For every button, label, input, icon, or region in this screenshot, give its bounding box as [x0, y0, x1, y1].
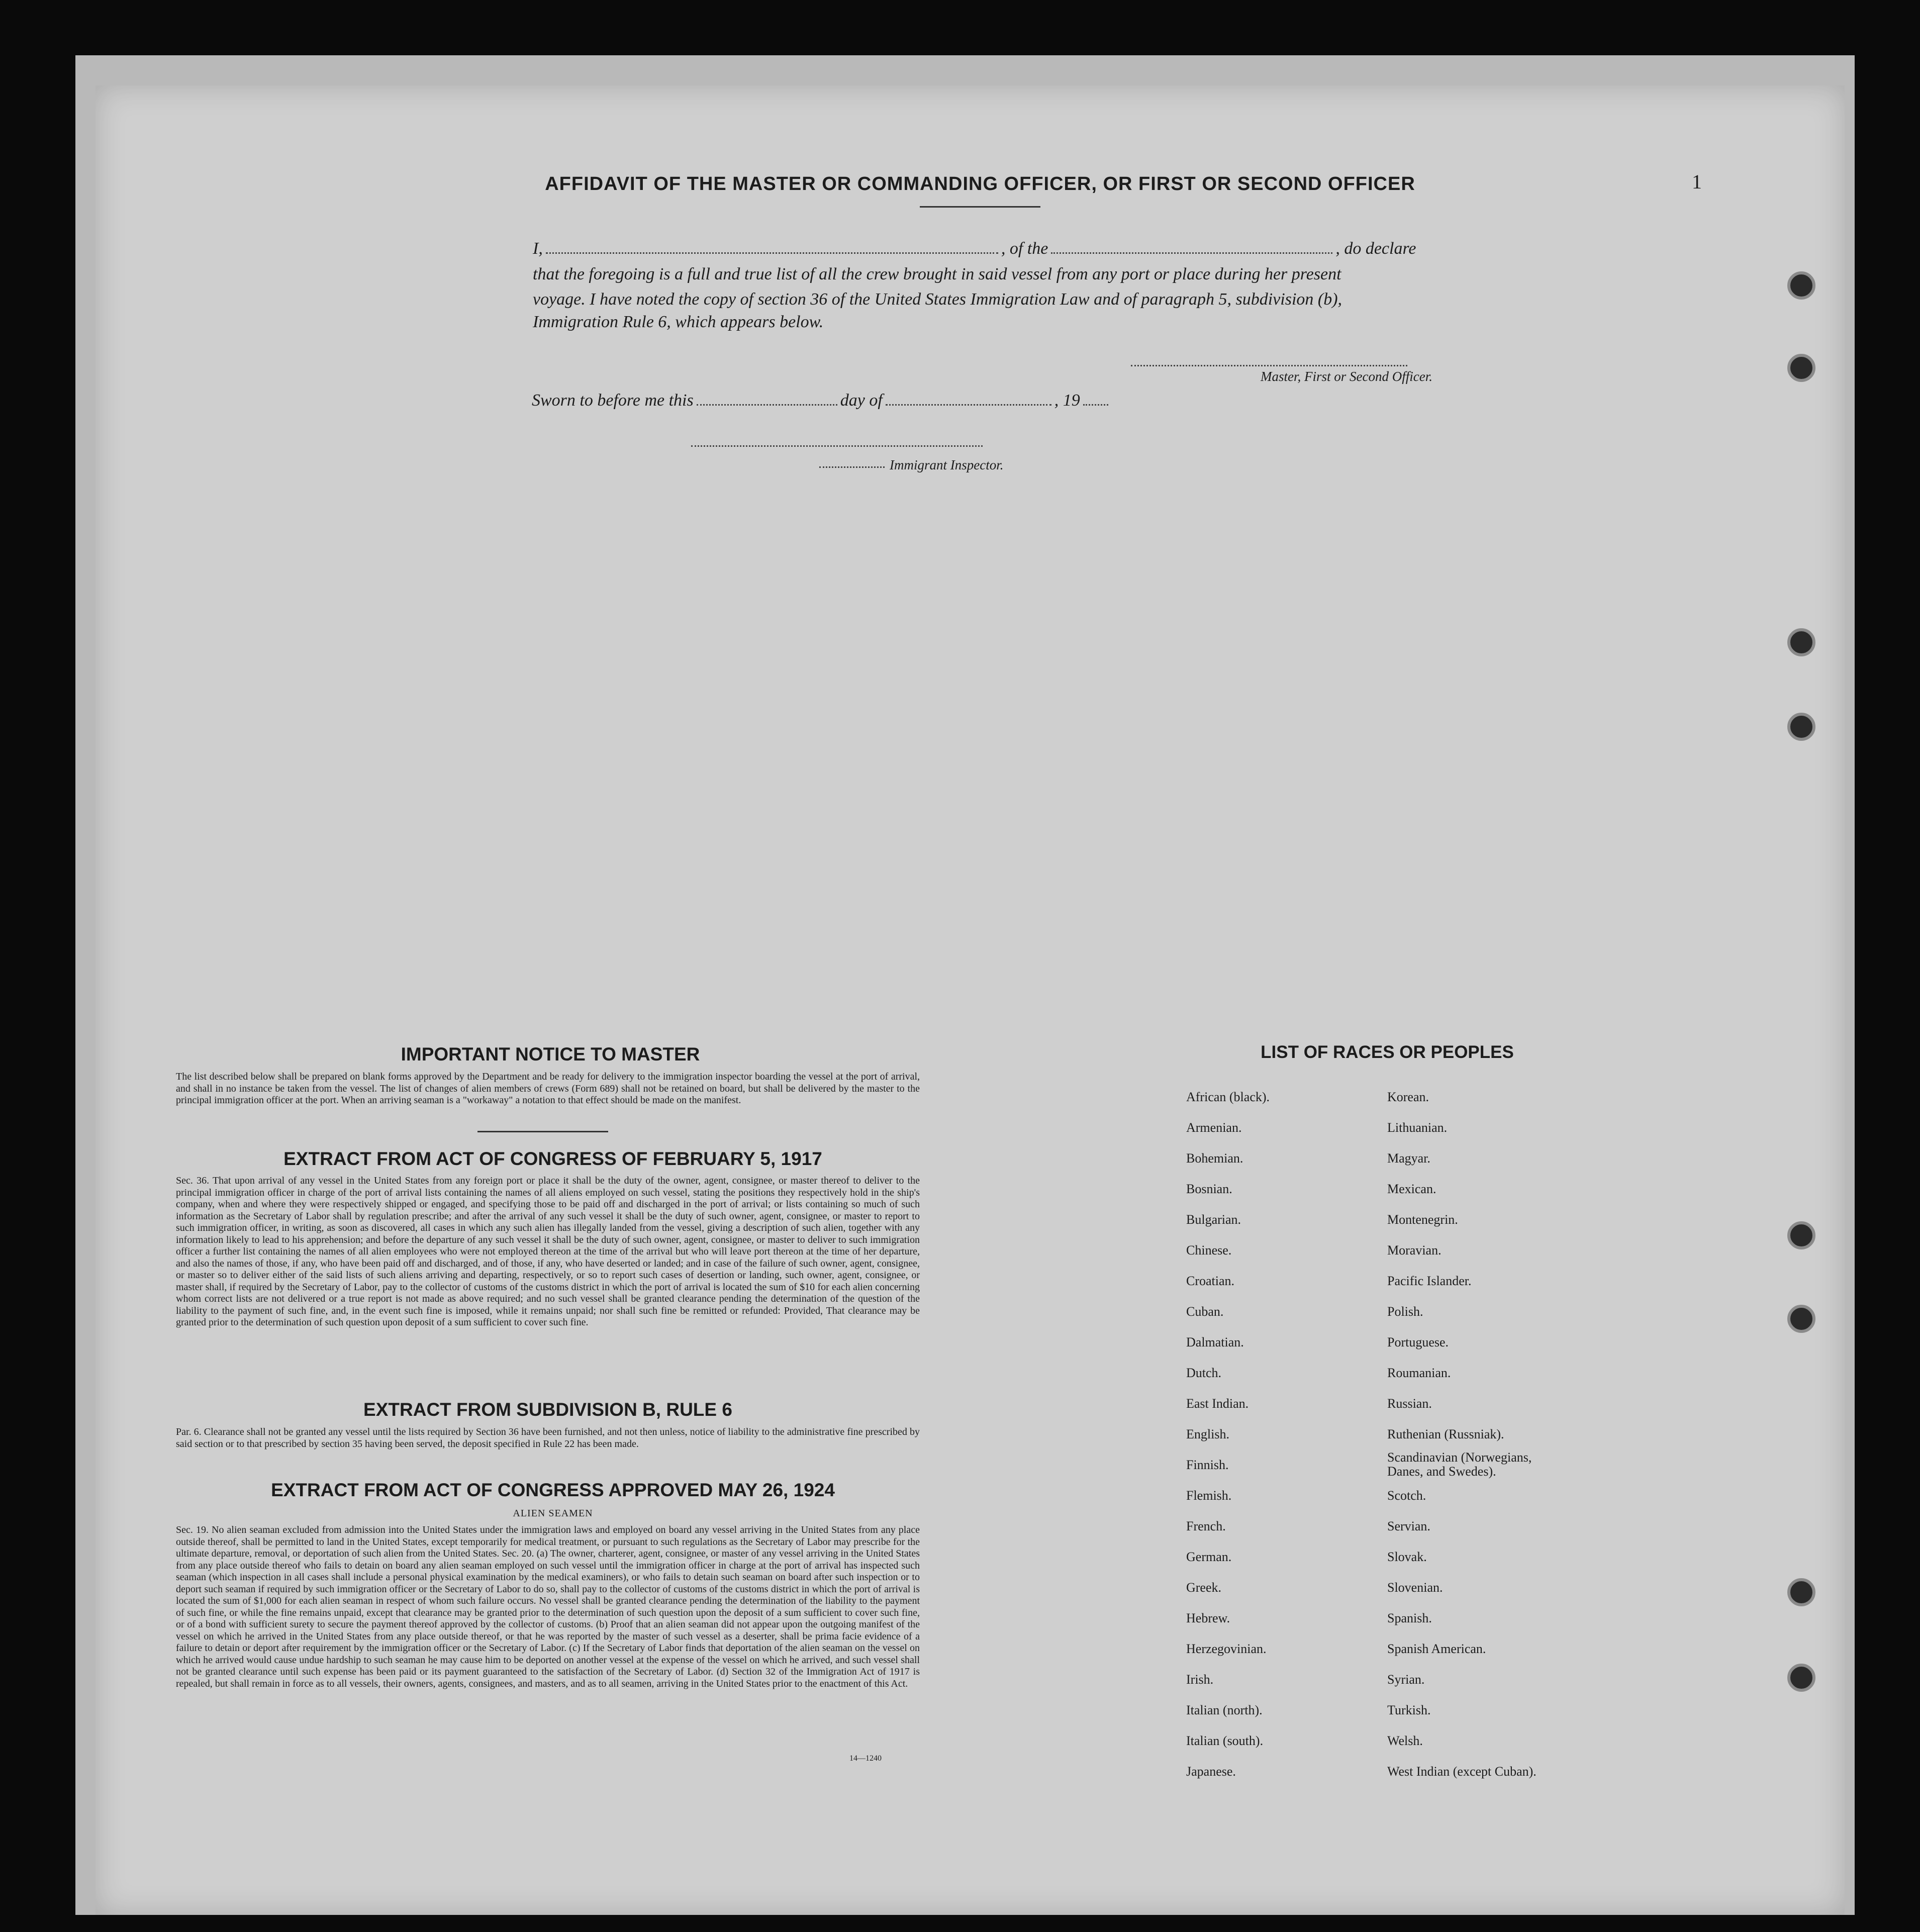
race-item: Spanish. — [1387, 1611, 1432, 1625]
binder-hole — [1787, 628, 1815, 656]
race-item: Mexican. — [1387, 1182, 1436, 1196]
section-divider — [477, 1131, 608, 1132]
race-item: Portuguese. — [1387, 1335, 1449, 1349]
extract-1924-subtitle: ALIEN SEAMEN — [513, 1508, 593, 1519]
race-item: East Indian. — [1186, 1396, 1249, 1411]
race-item: Finnish. — [1186, 1458, 1229, 1472]
extract-1917-text: Sec. 36. That upon arrival of any vessel in the United States from any foreign port or place it shall be the duty of the owner, agent, consignee, or master thereof to deliver to the principal immigration officer in charge of the port of arrival lists containing the names of all aliens employed on such vessel, stating the positions they respectively hold in the ship's company, when and where they were respectively shipped or engaged, and specifying those to be paid off and discharged in the port of arrival; or lists containing so much of such information as the Secretary of Labor shall by regulation prescribe; and after the arrival of any such vessel it shall be the duty of such owner, agent, consignee, or master to report to such immigration officer, in writing, as soon as discovered, all cases in which any such alien has illegally landed from the vessel, giving a description of such alien, together with any information likely to lead to his apprehension; and before the departure of any such vessel it shall be the duty of such owner, agent, consignee, or master to deliver to such immigration officer a further list containing the names of all alien employees who were not employed thereon at the time of the arrival but who will leave port thereon at the time of her departure, and also the names of those, if any, who have been paid off and discharged, and of those, if any, who have deserted or landed; and in case of the failure of such owner, agent, consignee, or master so to deliver either of the said lists of such aliens arriving and departing, respectively, or so to report such cases of desertion or landing, such owner, agent, consignee, or master shall, if required by the Secretary of Labor, pay to the collector of customs of the customs district in which the port of arrival is located the sum of $10 for each alien concerning whom correct lists are not delivered or a true report is not made as above required; and no such vessel shall be granted clearance pending the determination of the question of the liability to the payment of such fine, and, in the event such fine is imposed, while it remains unpaid; nor shall such fine be remitted or refunded: Provided, That clearance may be granted prior to the determination of such question upon deposit of a sum sufficient to cover such fine. — [176, 1175, 920, 1328]
extract-1917-title: EXTRACT FROM ACT OF CONGRESS OF FEBRUARY 5, 1917 — [283, 1148, 822, 1169]
notice-title: IMPORTANT NOTICE TO MASTER — [401, 1044, 700, 1065]
title-divider — [920, 206, 1040, 208]
race-item: Cuban. — [1186, 1304, 1224, 1319]
race-item: Chinese. — [1186, 1243, 1232, 1258]
race-item: West Indian (except Cuban). — [1387, 1764, 1537, 1779]
race-item: Italian (north). — [1186, 1703, 1263, 1717]
name-blank[interactable] — [546, 252, 998, 254]
race-item: Dutch. — [1186, 1366, 1222, 1380]
race-item: Moravian. — [1387, 1243, 1442, 1258]
signature-line[interactable] — [1131, 365, 1407, 366]
race-item: Bohemian. — [1186, 1151, 1243, 1166]
race-item: Greek. — [1186, 1580, 1222, 1595]
race-item: Spanish American. — [1387, 1641, 1486, 1656]
race-item: Bulgarian. — [1186, 1212, 1241, 1227]
race-item: Korean. — [1387, 1090, 1429, 1104]
binder-hole — [1787, 1305, 1815, 1333]
year-blank[interactable] — [1083, 404, 1108, 406]
sworn-text-c: , 19 — [1054, 391, 1080, 410]
race-item: Slovak. — [1387, 1550, 1427, 1564]
race-item: Bosnian. — [1186, 1182, 1232, 1196]
race-item: English. — [1186, 1427, 1229, 1441]
binder-hole — [1787, 271, 1815, 300]
race-item: Scandinavian (Norwegians, Danes, and Swedes). — [1387, 1450, 1532, 1479]
sworn-text-b: day of — [840, 391, 883, 410]
notice-text: The list described below shall be prepared on blank forms approved by the Department and be ready for delivery to the immigration inspector boarding the vessel at the port of arrival, and shall in no instance be taken from the vessel. The list of changes of alien members of crews (Form 689) shall not be retained on board, but shall be delivered by the master to the principal immigration officer at the port. When an arriving seaman is a "workaway" a notation to that effect should be made on the manifest. — [176, 1071, 920, 1106]
race-item: Lithuanian. — [1387, 1120, 1448, 1135]
sworn-text-a: Sworn to before me this — [532, 391, 694, 410]
race-item: Hebrew. — [1186, 1611, 1230, 1625]
extract-1924-title: EXTRACT FROM ACT OF CONGRESS APPROVED MAY 26, 1924 — [271, 1480, 835, 1500]
affidavit-line1-b: , of the — [1001, 239, 1048, 258]
sworn-line — [532, 391, 1185, 410]
extract-rule6-text: Par. 6. Clearance shall not be granted any vessel until the lists required by Section 36 have been furnished, and not then unless, notice of liability to the administrative fine prescribed by said section or to that prescribed by section 35 having been served, the deposit specified in Rule 22 has been made. — [176, 1426, 920, 1450]
affidavit-line1-a: I, — [533, 239, 543, 258]
race-item: French. — [1186, 1519, 1226, 1533]
binder-hole — [1787, 1578, 1815, 1606]
race-item: Servian. — [1387, 1519, 1430, 1533]
race-item: Japanese. — [1186, 1764, 1236, 1779]
signature-label: Master, First or Second Officer. — [1261, 369, 1432, 384]
races-title: LIST OF RACES OR PEOPLES — [1261, 1042, 1514, 1062]
race-item: Magyar. — [1387, 1151, 1430, 1166]
affidavit-line-1 — [533, 239, 1468, 258]
race-item: Slovenian. — [1387, 1580, 1443, 1595]
binder-hole — [1787, 713, 1815, 741]
race-item: Syrian. — [1387, 1672, 1425, 1687]
race-item: Ruthenian (Russniak). — [1387, 1427, 1504, 1441]
day-blank[interactable] — [697, 404, 837, 406]
month-blank[interactable] — [886, 404, 1051, 406]
vessel-blank[interactable] — [1051, 252, 1332, 254]
affidavit-line-2: that the foregoing is a full and true list of all the crew brought in said vessel from any port or place during her present — [533, 265, 1341, 283]
race-item: Russian. — [1387, 1396, 1432, 1411]
race-item: German. — [1186, 1550, 1232, 1564]
form-number: 14—1240 — [849, 1754, 882, 1763]
inspector-label: Immigrant Inspector. — [890, 457, 1004, 472]
race-item: Italian (south). — [1186, 1733, 1264, 1748]
extract-rule6-title: EXTRACT FROM SUBDIVISION B, RULE 6 — [363, 1399, 732, 1420]
race-item: Armenian. — [1186, 1120, 1242, 1135]
binder-hole — [1787, 1664, 1815, 1692]
race-item: Croatian. — [1186, 1274, 1235, 1288]
affidavit-line-3: voyage. I have noted the copy of section 36 of the United States Immigration Law and of paragraph 5, subdivision (b), — [533, 290, 1342, 309]
extract-1924-text: Sec. 19. No alien seaman excluded from admission into the United States under the immigration laws and employed on board any vessel arriving in the United States from any place outside thereof, shall be permitted to land in the United States, except temporarily for medical treatment, or pursuant to such regulations as the Secretary of Labor may prescribe for the ultimate departure, removal, or deportation of such alien from the United States. Sec. 20. (a) The owner, charterer, agent, consignee, or master of any vessel arriving in the United States from any place outside thereof who fails to detain on board any alien seaman employed on such vessel until the immigration officer in charge at the port of arrival has inspected such seaman (which inspection in all cases shall include a personal physical examination by the medical examiners), or who fails to detain such seaman on board after such inspection or to deport such seaman if required by such immigration officer or the Secretary of Labor to do so, shall pay to the collector of customs of the customs district in which the port of arrival is located the sum of $1,000 for each alien seaman in respect of whom such failure occurs. No vessel shall be granted clearance pending the determination of the liability to the payment of such fine, or while the fine remains unpaid, except that clearance may be granted prior to the determination of such question upon the deposit of a sum sufficient to cover such fine, or of a bond with sufficient surety to secure the payment thereof approved by the collector of customs. (b) Proof that an alien seaman did not appear upon the outgoing manifest of the vessel on which he arrived in the United States from any place outside thereof, or that he was reported by the master of such vessel as a deserter, shall be prima facie evidence of a failure to detain or deport after requirement by the immigration officer or the Secretary of Labor. (c) If the Secretary of Labor finds that deportation of the alien seaman on the vessel on which he arrived would cause undue hardship to such seaman he may cause him to be deported on another vessel at the expense of the vessel on which he arrived, and such vessel shall not be granted clearance until such expense has been paid or its payment guaranteed to the satisfaction of the Secretary of Labor. (d) Section 32 of the Immigration Act of 1917 is repealed, but shall remain in force as to all vessels, their owners, agents, consignees, and masters, and as to all seamen, arriving in the United States prior to the enactment of this Act. — [176, 1524, 920, 1689]
race-item: Roumanian. — [1387, 1366, 1451, 1380]
race-item: Welsh. — [1387, 1733, 1423, 1748]
affidavit-line1-c: , do declare — [1335, 239, 1416, 258]
affidavit-title: AFFIDAVIT OF THE MASTER OR COMMANDING OFFICER, OR FIRST OR SECOND OFFICER — [545, 173, 1415, 195]
race-item: Irish. — [1186, 1672, 1214, 1687]
inspector-signature-line[interactable] — [691, 445, 983, 447]
binder-hole — [1787, 354, 1815, 382]
race-item: Scotch. — [1387, 1488, 1426, 1503]
affidavit-line-4: Immigration Rule 6, which appears below. — [533, 313, 824, 331]
page-mark: 1 — [1692, 170, 1702, 193]
race-item: Dalmatian. — [1186, 1335, 1244, 1349]
race-item: Turkish. — [1387, 1703, 1431, 1717]
race-item: African (black). — [1186, 1090, 1270, 1104]
race-item: Flemish. — [1186, 1488, 1232, 1503]
race-item: Montenegrin. — [1387, 1212, 1458, 1227]
race-item: Polish. — [1387, 1304, 1423, 1319]
race-item: Pacific Islander. — [1387, 1274, 1472, 1288]
race-item: Herzegovinian. — [1186, 1641, 1267, 1656]
binder-hole — [1787, 1221, 1815, 1249]
